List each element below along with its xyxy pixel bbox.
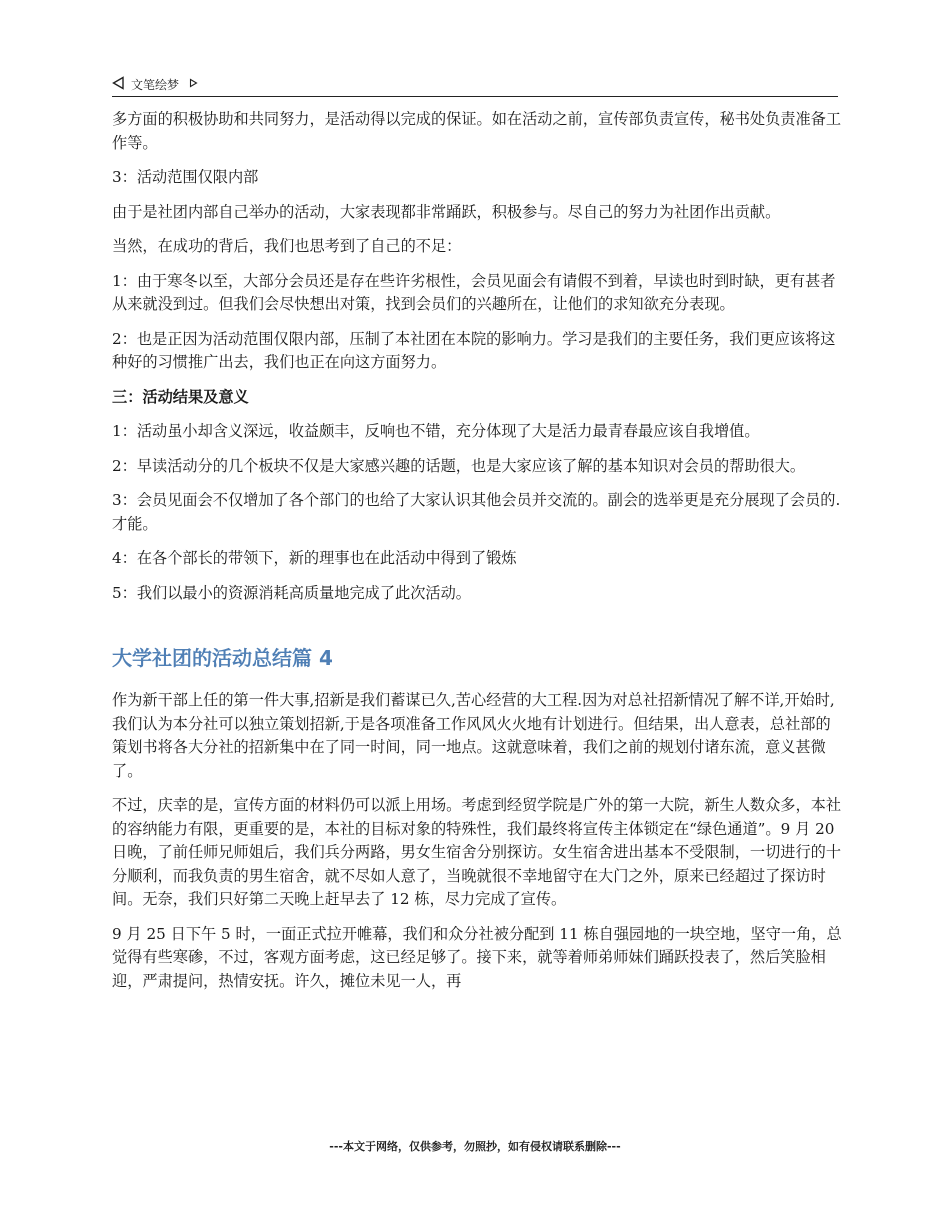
paragraph: 9 月 25 日下午 5 时，一面正式拉开帷幕，我们和众分社被分配到 11 栋自强园地的一块空地，坚守一角，总觉得有些寒碜，不过，客观方面考虑，这已经足够了。接下来，就等着师弟师妹们踊跃投表了，然后笑脸相迎，严肃提问，热情安抚。许久，摊位未见一人，再 — [112, 924, 842, 990]
triangle-left-outline-icon — [112, 76, 125, 93]
document-body — [112, 108, 842, 1004]
paragraph: 1：由于寒冬以至，大部分会员还是存在些许劣根性，会员见面会有请假不到着，早读也时到时缺，更有甚者从来就没到过。但我们会尽快想出对策，找到会员们的兴趣所在，让他们的求知欲充分表现。 — [112, 271, 836, 313]
paragraph: 3：活动范围仅限内部 — [112, 168, 259, 186]
paragraph: 不过，庆幸的是，宣传方面的材料仍可以派上用场。考虑到经贸学院是广外的第一大院，新生人数众多，本社的容纳能力有限，更重要的是，本社的目标对象的特殊性，我们最终将宣传主体锁定在“绿色通道”。9 月 20 日晚，了前任师兄师姐后，我们兵分两路，男女生宿舍分别探访。女生宿舍进出基本不受限制，一切进行的十分顺利，而我负责的男生宿舍，就不尽如人意了，当晚就很不幸地留守在大门之外，原来已经超过了探访时间。无奈，我们只好第二天晚上赶早去了 12 栋，尽力完成了宣传。 — [112, 796, 841, 908]
page-footer: ---本文于网络，仅供参考，勿照抄，如有侵权请联系删除--- — [329, 1140, 621, 1153]
paragraph: 作为新干部上任的第一件大事,招新是我们蓄谋已久,苦心经营的大工程.因为对总社招新情况了解不详,开始时,我们认为本分社可以独立策划招新,于是各项准备工作风风火火地有计划进行。但结果，出人意表，总社部的策划书将各大分社的招新集中在了同一时间，同一地点。这就意味着，我们之前的规划付诸东流，意义甚微了。 — [112, 691, 835, 780]
subheading: 三：活动结果及意义 — [112, 387, 249, 406]
brand-name: 文笔绘梦 — [131, 77, 180, 92]
page-header — [112, 72, 838, 97]
paragraph: 1：活动虽小却含义深远，收益颇丰，反响也不错，充分体现了大是活力最青春最应该自我增值。 — [112, 422, 760, 440]
paragraph: 4：在各个部长的带领下，新的理事也在此活动中得到了锻炼 — [112, 549, 517, 567]
section-title: 大学社团的活动总结篇 4 — [112, 646, 333, 670]
paragraph: 由于是社团内部自己举办的活动，大家表现都非常踊跃，积极参与。尽自己的努力为社团作出贡献。 — [112, 202, 781, 221]
paragraph: 2：早读活动分的几个板块不仅是大家感兴趣的话题，也是大家应该了解的基本知识对会员的帮助很大。 — [112, 456, 806, 475]
paragraph: 多方面的积极协助和共同努力，是活动得以完成的保证。如在活动之前，宣传部负责宣传，秘书处负责准备工作等。 — [112, 110, 841, 152]
paragraph: 5：我们以最小的资源消耗高质量地完成了此次活动。 — [112, 583, 471, 602]
paragraph: 2：也是正因为活动范围仅限内部，压制了本社团在本院的影响力。学习是我们的主要任务，我们更应该将这种好的习惯推广出去，我们也正在向这方面努力。 — [112, 329, 836, 371]
paragraph: 3：会员见面会不仅增加了各个部门的也给了大家认识其他会员并交流的。副会的选举更是充分展现了会员的.才能。 — [112, 491, 841, 533]
paragraph: 当然，在成功的背后，我们也思考到了自己的不足： — [112, 237, 462, 255]
triangle-right-outline-icon — [189, 77, 198, 91]
